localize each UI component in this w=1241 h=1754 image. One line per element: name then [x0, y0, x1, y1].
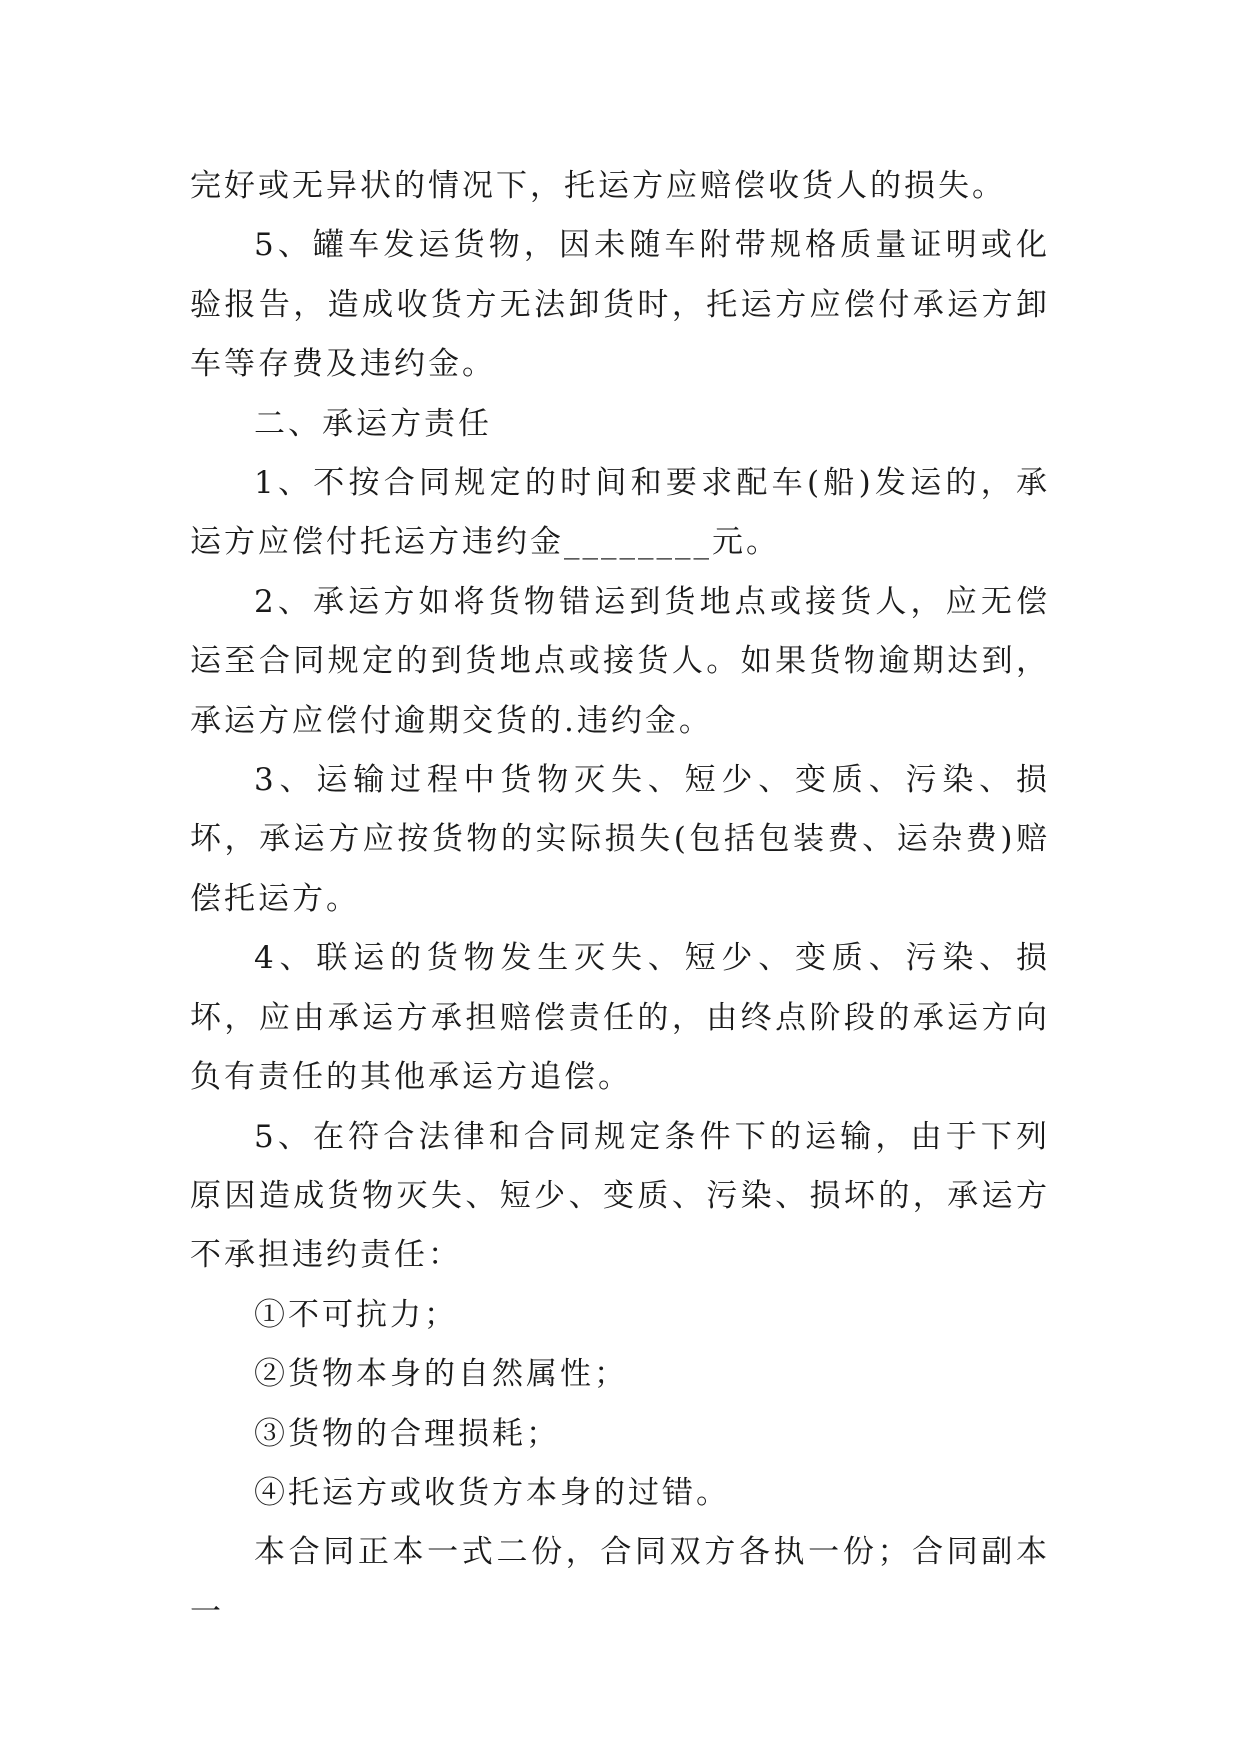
- list-item-party-fault: ④托运方或收货方本身的过错。: [254, 1474, 730, 1511]
- paragraph-tank-car-clause: 5、罐车发运货物，因未随车附带规格质量证明或化验报告，造成收货方无法卸货时，托运方应偿付承运方卸车等存费及违约金。: [190, 227, 1050, 383]
- paragraph-continuation: 完好或无异状的情况下，托运方应赔偿收货人的损失。: [190, 168, 1006, 204]
- paragraph-clause-4: 4、联运的货物发生灭失、短少、变质、污染、损坏，应由承运方承担赔偿责任的，由终点阶段的承运方向负有责任的其他承运方追偿。: [190, 940, 1050, 1096]
- list-item-natural-property: ②货物本身的自然属性；: [254, 1356, 628, 1393]
- paragraph-clause-2: 2、承运方如将货物错运到货地点或接货人，应无偿运至合同规定的到货地点或接货人。如果货物逾期达到，承运方应偿付逾期交货的.违约金。: [190, 583, 1050, 739]
- document-body: [190, 157, 1050, 1642]
- section-heading-carrier-liability: 二、承运方责任: [254, 405, 492, 442]
- list-item-reasonable-loss: ③货物的合理损耗；: [254, 1415, 560, 1452]
- paragraph-clause-5: 5、在符合法律和合同规定条件下的运输，由于下列原因造成货物灭失、短少、变质、污染、损坏的，承运方不承担违约责任：: [190, 1118, 1050, 1274]
- paragraph-clause-1: 1、不按合同规定的时间和要求配车(船)发运的，承运方应偿付托运方违约金________元。: [190, 465, 1050, 561]
- paragraph-clause-3: 3、运输过程中货物灭失、短少、变质、污染、损坏，承运方应按货物的实际损失(包括包装费、运杂费)赔偿托运方。: [190, 762, 1050, 917]
- paragraph-copies: 本合同正本一式二份，合同双方各执一份；合同副本一: [190, 1534, 1050, 1630]
- list-item-force-majeure: ①不可抗力；: [254, 1296, 458, 1333]
